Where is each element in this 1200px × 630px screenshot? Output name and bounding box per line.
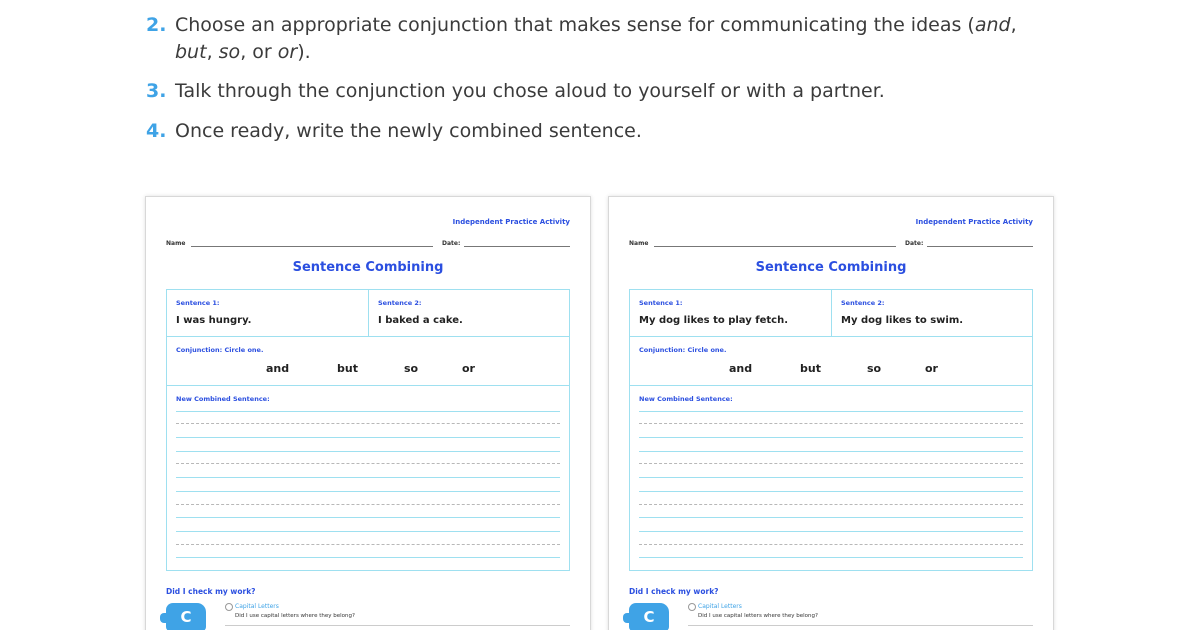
name-date-row [629,240,1033,250]
check-work-label: Did I check my work? [629,587,719,596]
date-label: Date: [905,240,924,247]
sentence-1-label: Sentence 1: [176,299,220,307]
step-text: Talk through the conjunction you chose aloud to yourself or with a partner. [175,80,885,102]
step-text: Choose an appropriate conjunction that makes sense for communicating the ideas (and, but, so, or or). [175,14,1017,63]
writing-guide-line [176,544,560,545]
capital-letters-checkbox [225,603,233,611]
conjunction-cell [167,337,569,386]
conjunction-and: and [974,14,1011,36]
conjunction-option-so: so [404,362,419,375]
step-number: 4. [146,120,167,142]
writing-guide-line [176,463,560,464]
conjunction-option-so: so [867,362,882,375]
writing-line [176,437,560,438]
conjunction-option-and: and [729,362,753,375]
capital-letters-checkbox [688,603,696,611]
conjunction-cell [630,337,1032,386]
capital-letters-icon: C [166,603,206,630]
sentence-2-label: Sentence 2: [378,299,422,307]
writing-line [176,491,560,492]
writing-line [176,451,560,452]
step-number: 3. [146,80,167,102]
instruction-step-3 [146,78,885,105]
conjunction-option-or: or [462,362,475,375]
step-text: Once ready, write the newly combined sentence. [175,120,642,142]
sentence-2-text: I baked a cake. [378,315,463,326]
new-sentence-label: New Combined Sentence: [176,395,270,403]
sentence-1-text: My dog likes to play fetch. [639,315,788,326]
sentence-1-label: Sentence 1: [639,299,683,307]
writing-guide-line [639,504,1023,505]
name-line [191,246,433,247]
worksheet-title: Sentence Combining [755,260,907,275]
writing-line [639,517,1023,518]
new-sentence-cell [167,386,569,570]
conjunction-but: but [175,41,207,63]
new-sentence-label: New Combined Sentence: [639,395,733,403]
capital-letters-label: Capital Letters [235,603,279,610]
conjunction-so: so [218,41,241,63]
name-line [654,246,896,247]
check-work-label: Did I check my work? [166,587,256,596]
writing-guide-line [639,544,1023,545]
writing-line [639,411,1023,412]
writing-line [639,451,1023,452]
sentence-1-text: I was hungry. [176,315,252,326]
sentence-2-label: Sentence 2: [841,299,885,307]
activity-tag: Independent Practice Activity [452,218,570,226]
sentence-1-cell [630,290,832,337]
writing-line [639,491,1023,492]
writing-line [639,557,1023,558]
new-sentence-cell [630,386,1032,570]
date-label: Date: [442,240,461,247]
name-date-row [166,240,570,250]
activity-tag: Independent Practice Activity [915,218,1033,226]
capital-letters-description: Did I use capital letters where they belong? [698,613,818,619]
check-line [225,625,570,626]
writing-guide-line [639,463,1023,464]
writing-guide-line [639,423,1023,424]
name-label: Name [629,240,649,247]
sentence-grid [166,289,570,571]
worksheet-preview-2 [608,196,1054,630]
sentence-2-cell [369,290,569,337]
sentence-2-cell [832,290,1032,337]
instruction-step-4 [146,118,642,145]
conjunction-option-but: but [337,362,358,375]
capital-letters-icon: C [629,603,669,630]
date-line [464,246,570,247]
writing-line [639,477,1023,478]
conjunction-label: Conjunction: Circle one. [176,346,264,354]
worksheet-title: Sentence Combining [292,260,444,275]
step-number: 2. [146,14,167,36]
date-line [927,246,1033,247]
capital-letters-description: Did I use capital letters where they belong? [235,613,355,619]
conjunction-label: Conjunction: Circle one. [639,346,727,354]
writing-line [176,557,560,558]
name-label: Name [166,240,186,247]
worksheet-preview-1 [145,196,591,630]
check-line [688,625,1033,626]
writing-line [176,531,560,532]
sentence-2-text: My dog likes to swim. [841,315,964,326]
writing-line [176,517,560,518]
conjunction-option-but: but [800,362,821,375]
writing-guide-line [176,504,560,505]
writing-line [639,437,1023,438]
instruction-step-2 [146,12,1017,66]
writing-guide-line [176,423,560,424]
writing-line [176,477,560,478]
sentence-1-cell [167,290,369,337]
writing-line [639,531,1023,532]
conjunction-or: or [277,41,298,63]
conjunction-option-or: or [925,362,938,375]
conjunction-option-and: and [266,362,290,375]
sentence-grid [629,289,1033,571]
writing-line [176,411,560,412]
capital-letters-label: Capital Letters [698,603,742,610]
